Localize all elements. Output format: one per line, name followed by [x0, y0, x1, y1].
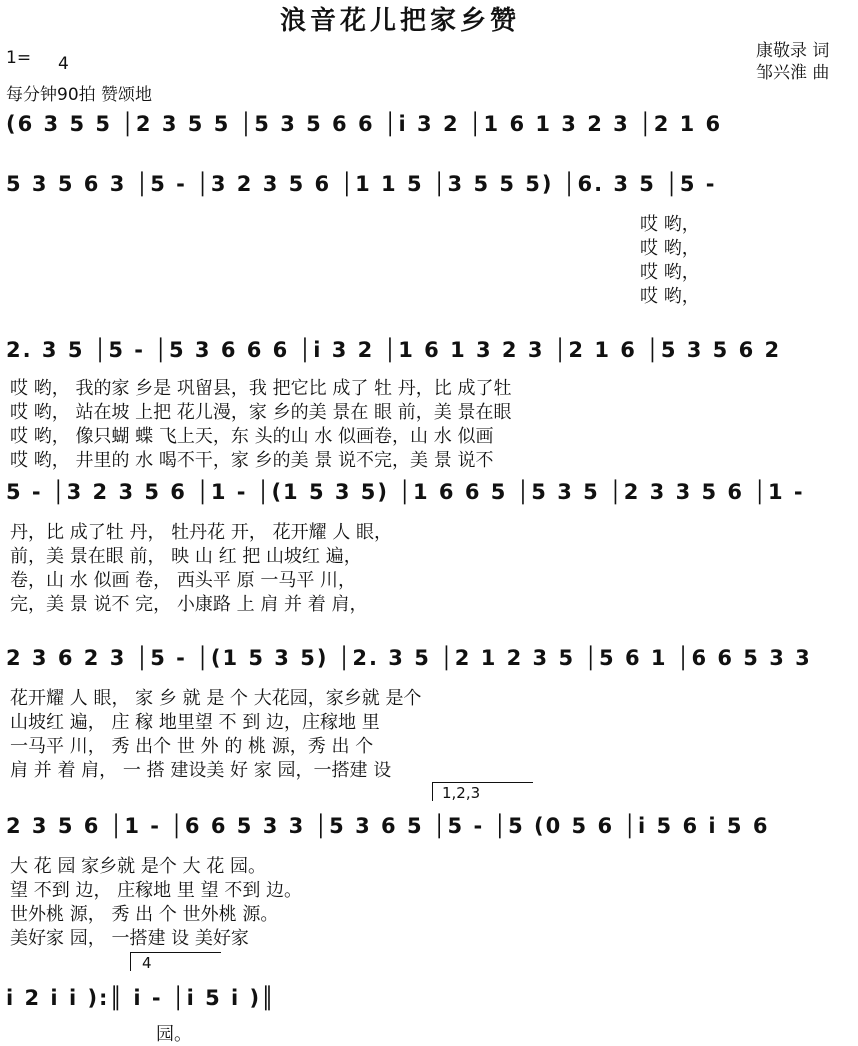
lyric-line: 世外桃 源， 秀 出 个 世外桃 源。: [10, 904, 279, 925]
staff-7: i 2 i i ):║ i - │i 5 i )║: [6, 986, 276, 1010]
lyric-line: 花开耀 人 眼， 家 乡 就 是 个 大花园，家乡就 是个: [10, 688, 422, 709]
lyric-line: 完，美 景 说不 完， 小康路 上 肩 并 着 肩，: [10, 594, 368, 615]
volta-label-1: 1,2,3: [442, 784, 481, 802]
lyric-line: 山坡红 遍， 庄 稼 地里望 不 到 边，庄稼地 里: [10, 712, 380, 733]
lyricist-credit: 康敬录 词: [756, 41, 830, 61]
key-signature: 1=: [6, 48, 32, 68]
lyric-line: 卷，山 水 似画 卷， 西头平 原 一马平 川，: [10, 570, 357, 591]
lyric-line: 肩 并 着 肩， 一 搭 建设美 好 家 园，一搭建 设: [10, 760, 392, 781]
lyric-line: 哎 哟，: [640, 262, 700, 283]
lyric-line: 哎 哟，: [640, 238, 700, 259]
tempo-marking: 每分钟90拍 赞颂地: [6, 85, 153, 105]
lyric-line: 哎 哟， 站在坡 上把 花儿漫，家 乡的美 景在 眼 前，美 景在眼: [10, 402, 512, 423]
staff-5: 2 3 6 2 3 │5 - │(1 5 3 5) │2. 3 5 │2 1 2 3 5 │5 6 1 │6 6 5 3 3: [6, 646, 812, 670]
lyric-line: 哎 哟，: [640, 214, 700, 235]
song-title: 浪音花儿把家乡赞: [280, 6, 521, 36]
volta-label-2: 4: [142, 954, 152, 972]
lyric-line: 前，美 景在眼 前， 映 山 红 把 山坡红 遍，: [10, 546, 362, 567]
staff-6: 2 3 5 6 │1 - │6 6 5 3 3 │5 3 6 5 │5 - │5 (0 5 6 │i 5 6 i 5 6: [6, 814, 770, 838]
lyric-line: 丹，比 成了牡 丹， 牡丹花 开， 花开耀 人 眼，: [10, 522, 393, 543]
composer-credit: 邹兴淮 曲: [756, 63, 830, 83]
lyric-line: 哎 哟， 井里的 水 喝不干，家 乡的美 景 说不完，美 景 说不: [10, 450, 494, 471]
lyric-line: 美好家 园， 一搭建 设 美好家: [10, 928, 249, 949]
lyric-line: 哎 哟， 像只蝴 蝶 飞上天，东 头的山 水 似画卷，山 水 似画: [10, 426, 494, 447]
lyric-line: 一马平 川， 秀 出个 世 外 的 桃 源，秀 出 个: [10, 736, 374, 757]
staff-3: 2. 3 5 │5 - │5 3 6 6 6 │i 3 2 │1 6 1 3 2 3 │2 1 6 │5 3 5 6 2: [6, 338, 782, 362]
staff-4: 5 - │3 2 3 5 6 │1 - │(1 5 3 5) │1 6 6 5 │5 3 5 │2 3 3 5 6 │1 -: [6, 480, 805, 504]
staff-2: 5 3 5 6 3 │5 - │3 2 3 5 6 │1 1 5 │3 5 5 5) │6. 3 5 │5 -: [6, 172, 717, 196]
lyric-line: 大 花 园 家乡就 是个 大 花 园。: [10, 856, 267, 877]
staff-1: (6 3 5 5 │2 3 5 5 │5 3 5 6 6 │i 3 2 │1 6 1 3 2 3 │2 1 6: [6, 112, 723, 136]
time-signature: 4: [58, 54, 69, 74]
lyric-line: 哎 哟， 我的家 乡是 巩留县，我 把它比 成了 牡 丹，比 成了牡: [10, 378, 512, 399]
lyric-line: 哎 哟，: [640, 286, 700, 307]
final-lyric: 园。: [156, 1024, 192, 1045]
lyric-line: 望 不到 边， 庄稼地 里 望 不到 边。: [10, 880, 303, 901]
